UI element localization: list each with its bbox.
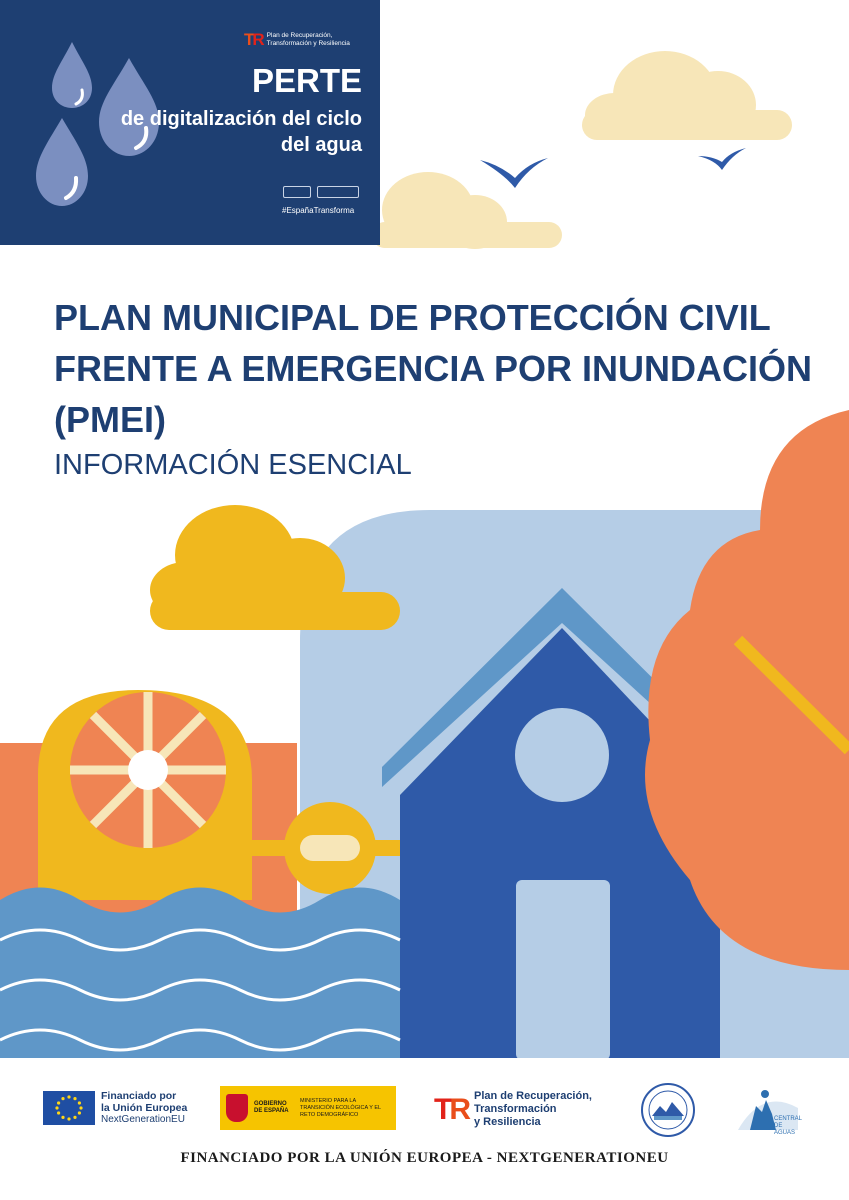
recovery-plan-logo (244, 30, 350, 50)
prtr-line-3: y Resiliencia (474, 1116, 541, 1128)
document-title: PLAN MUNICIPAL DE PROTECCIÓN CIVIL FRENTE A EMERGENCIA POR INUNDACIÓN (PMEI) (54, 297, 813, 440)
funding-statement: FINANCIADO POR LA UNIÓN EUROPEA - NEXTGENERATIONEU (180, 1150, 669, 1166)
espana-mini-logo (317, 186, 359, 198)
hashtag: #EspañaTransforma (282, 206, 355, 215)
recovery-plan-footer-logo (434, 1090, 592, 1129)
central-de-aguas-label: CENTRAL DE AGUAS (774, 1116, 802, 1136)
eu-flag-icon (43, 1091, 95, 1125)
recovery-plan-footer-mark: TR (434, 1092, 468, 1126)
perte-title: PERTE (251, 62, 362, 99)
eu-line-1: Financiado por (101, 1090, 177, 1102)
bird-icon (698, 148, 746, 170)
perte-subtitle: de digitalización del ciclo del agua (120, 108, 362, 156)
flood-scene-illustration (0, 410, 849, 1060)
bird-icon (480, 158, 548, 188)
recovery-plan-footer-text (474, 1090, 592, 1129)
government-text: GOBIERNO DE ESPAÑA (254, 1101, 289, 1114)
cream-cloud-left (372, 172, 562, 249)
eu-funding-text (101, 1090, 187, 1126)
prtr-line-2: Transformación (474, 1103, 557, 1115)
government-logos (283, 186, 359, 198)
flood-water (0, 888, 400, 1061)
recovery-plan-mark: TR (244, 30, 263, 49)
coat-of-arms-icon (226, 1094, 248, 1122)
eu-line-2: la Unión Europea (101, 1102, 188, 1114)
ministry-mini-logo (283, 186, 311, 198)
perte-badge (0, 0, 380, 245)
eu-line-3: NextGenerationEU (101, 1114, 185, 1125)
document-subtitle: INFORMACIÓN ESENCIAL (54, 449, 412, 481)
footer (0, 1058, 849, 1200)
government-ministry-logo (220, 1086, 396, 1130)
municipal-seal-icon (640, 1082, 696, 1138)
prtr-line-1: Plan de Recuperación, (474, 1090, 592, 1102)
recovery-plan-logo-text: Plan de Recuperación, Transformación y Resiliencia (266, 32, 350, 47)
cream-cloud-right (582, 51, 792, 140)
ministry-text: MINISTERIO PARA LA TRANSICIÓN ECOLÓGICA Y EL RETO DEMOGRÁFICO (300, 1097, 381, 1118)
eu-funding-logo (43, 1090, 187, 1126)
